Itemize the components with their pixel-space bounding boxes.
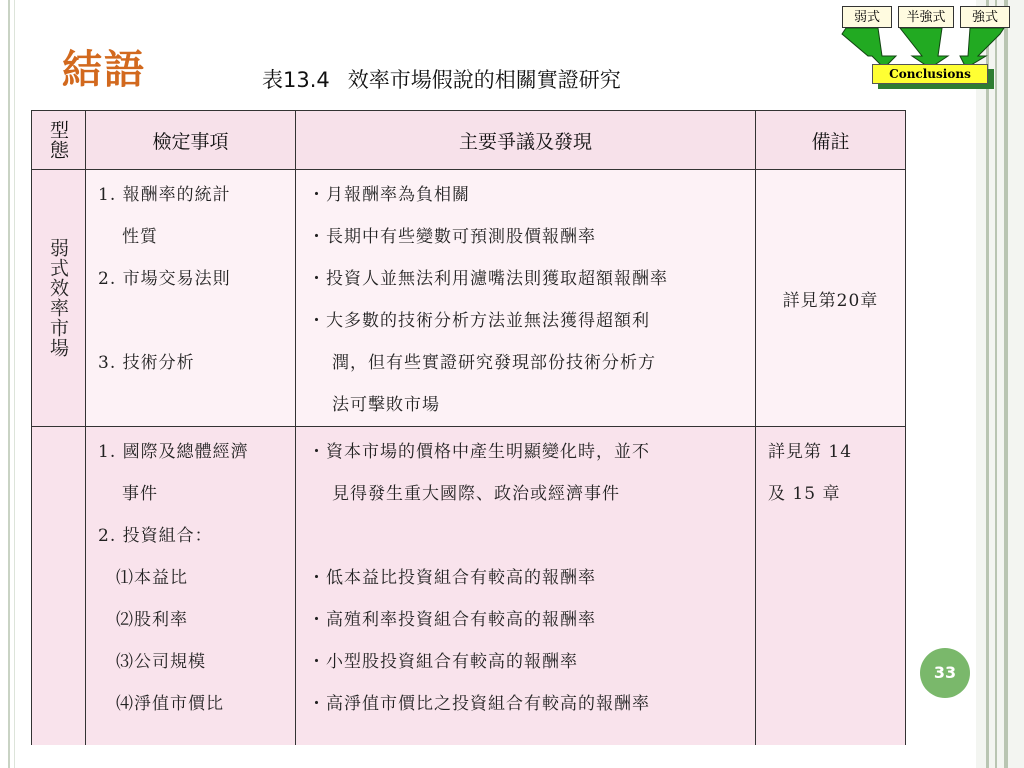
header-type [32, 111, 86, 170]
header-notes: 備註 [756, 111, 906, 170]
finding-item: 見得發生重大國際、政治或經濟事件 [332, 484, 620, 504]
list-item: 3. 技術分析 [98, 353, 195, 373]
right-border-line [986, 0, 989, 768]
note-text: 詳見第 14 [768, 442, 853, 462]
list-item [98, 300, 285, 342]
finding-item: ・ 高殖利率投資組合有較高的報酬率 [308, 599, 745, 641]
table-row [32, 427, 906, 746]
header-test-items: 檢定事項 [86, 111, 296, 170]
slide-frame-line [8, 0, 10, 768]
evidence-table [31, 110, 906, 745]
finding-item: 潤，但有些實證研究發現部份技術分析方 [332, 353, 656, 373]
row-type-weak [32, 170, 86, 427]
list-item: 2. 投資組合： [98, 526, 213, 546]
list-item: ⑶公司規模 [116, 652, 206, 672]
list-item [98, 384, 285, 426]
row-note [756, 170, 906, 427]
finding-item: ・ 低本益比投資組合有較高的報酬率 [308, 557, 745, 599]
finding-item: ・ 投資人並無法利用濾嘴法則獲取超額報酬率 [308, 258, 745, 300]
note-text: 詳見第20章 [782, 290, 879, 311]
finding-item: ・ 資本市場的價格中產生明顯變化時，並不 [308, 431, 745, 473]
list-item: 1. 國際及總體經濟 [98, 442, 249, 462]
nav-semi-strong-form-button[interactable]: 半強式 [898, 6, 954, 28]
row-note [756, 427, 906, 746]
list-item: ⑷淨值市價比 [116, 694, 224, 714]
row-type-label: 弱式效率市場 [47, 238, 69, 358]
slide-frame-line [14, 0, 15, 768]
caption-text: 效率市場假說的相關實證研究 [347, 68, 621, 92]
table-header-row [32, 111, 906, 170]
caption-number: 表13.4 [262, 68, 330, 92]
finding-item: ・ 大多數的技術分析方法並無法獲得超額利 [308, 300, 745, 342]
note-text: 及 15 章 [768, 484, 841, 504]
list-item: 事件 [122, 484, 158, 504]
nav-strong-form-button[interactable]: 強式 [960, 6, 1010, 28]
finding-item: ・ 小型股投資組合有較高的報酬率 [308, 641, 745, 683]
table-caption [262, 64, 621, 94]
table-row [32, 170, 906, 427]
row-items [86, 427, 296, 746]
right-border-line [1004, 0, 1008, 768]
row-type-semi-strong [32, 427, 86, 746]
header-type-label: 型態 [47, 120, 69, 160]
header-findings: 主要爭議及發現 [296, 111, 756, 170]
finding-item: ・ 月報酬率為負相關 [308, 174, 745, 216]
list-item: 性質 [122, 227, 158, 247]
nav-weak-form-button[interactable]: 弱式 [842, 6, 892, 28]
list-item: ⑴本益比 [116, 568, 188, 588]
page-number-badge: 33 [920, 648, 970, 698]
finding-item [308, 515, 745, 557]
row-items [86, 170, 296, 427]
right-border-line [995, 0, 997, 768]
finding-item: ・ 長期中有些變數可預測股價報酬率 [308, 216, 745, 258]
finding-item: 法可擊敗市場 [332, 395, 440, 415]
right-border-strip [976, 0, 1024, 768]
list-item: 1. 報酬率的統計 [98, 185, 231, 205]
row-findings [296, 170, 756, 427]
efficiency-nav-diagram [838, 0, 1010, 90]
list-item: 2. 市場交易法則 [98, 269, 231, 289]
slide-title: 結語 [62, 47, 146, 93]
row-findings [296, 427, 756, 746]
conclusions-button[interactable]: Conclusions [872, 64, 988, 84]
finding-item: ・ 高淨值市價比之投資組合有較高的報酬率 [308, 683, 745, 725]
list-item: ⑵股利率 [116, 610, 188, 630]
